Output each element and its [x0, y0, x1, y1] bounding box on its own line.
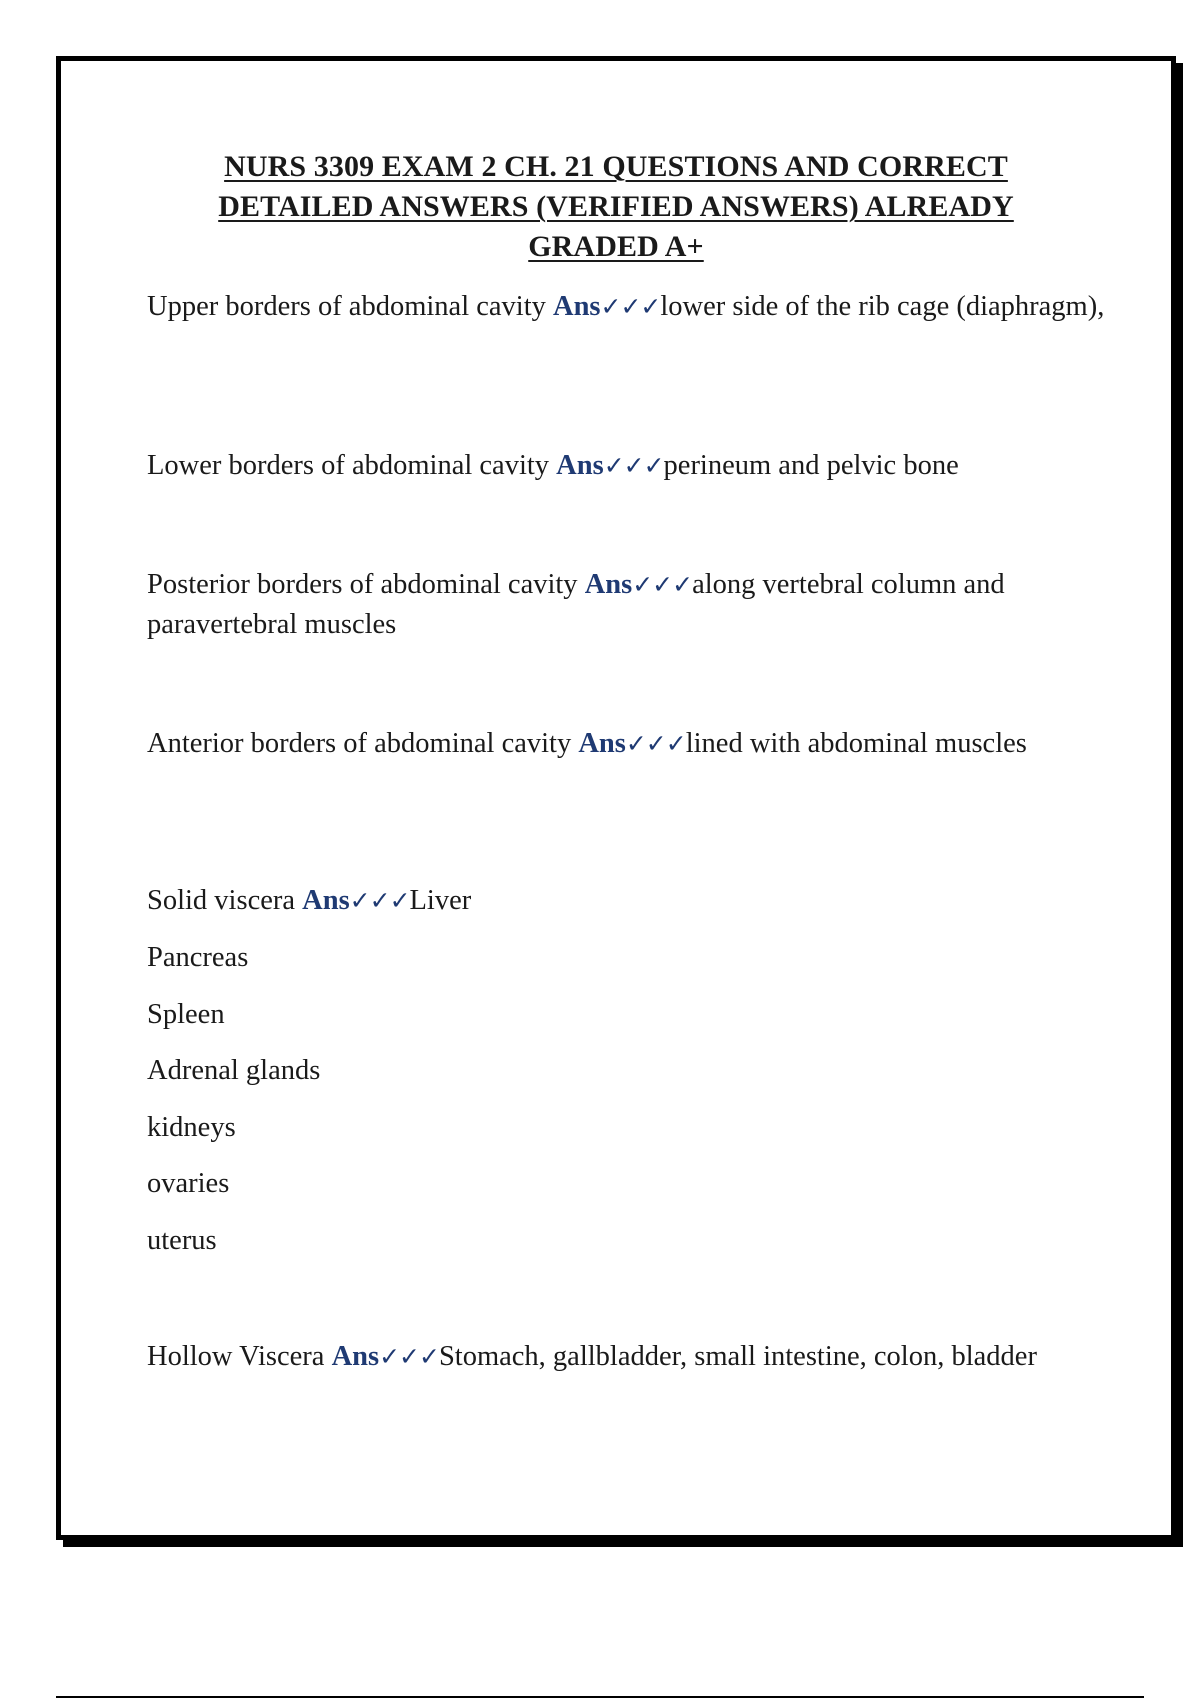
checkmark-icon: ✓✓✓	[625, 729, 686, 758]
qa-item-upper-borders	[147, 287, 1137, 327]
footer-divider	[56, 1696, 1144, 1698]
question-text: Hollow Viscera	[147, 1341, 332, 1372]
question-text: Anterior borders of abdominal cavity	[147, 728, 579, 759]
ans-label: Ans	[578, 728, 626, 759]
checkmark-icon: ✓✓✓	[600, 292, 661, 321]
list-item: uterus	[147, 1225, 217, 1256]
checkmark-icon: ✓✓✓	[379, 1342, 439, 1371]
ans-label: Ans	[331, 1341, 380, 1372]
ans-label: Ans	[553, 291, 601, 322]
checkmark-icon: ✓✓✓	[632, 570, 693, 599]
qa-item-hollow-viscera	[147, 1337, 1137, 1377]
qa-item-posterior-borders	[147, 565, 1137, 645]
checkmark-icon: ✓✓✓	[603, 451, 664, 480]
ans-label: Ans	[302, 885, 350, 916]
document-frame	[56, 56, 1176, 1540]
qa-item-solid-viscera	[147, 881, 1137, 921]
list-item: Spleen	[147, 999, 225, 1030]
title-line-3: GRADED A+	[528, 230, 704, 263]
answer-text: lined with abdominal muscles	[685, 728, 1027, 759]
qa-item-anterior-borders	[147, 724, 1137, 764]
qa-item-lower-borders	[147, 446, 1137, 486]
answer-text: lower side of the rib cage (diaphragm),	[660, 291, 1105, 322]
list-item: ovaries	[147, 1168, 230, 1199]
question-text: Solid viscera	[147, 885, 303, 916]
document-title	[151, 147, 1081, 267]
list-item: kidneys	[147, 1112, 236, 1143]
list-item: Adrenal glands	[147, 1055, 321, 1086]
checkmark-icon: ✓✓✓	[349, 886, 410, 915]
question-text: Upper borders of abdominal cavity	[147, 291, 553, 322]
title-line-1: NURS 3309 EXAM 2 CH. 21 QUESTIONS AND CORRECT	[224, 150, 1008, 183]
ans-label: Ans	[556, 450, 604, 481]
list-item: Pancreas	[147, 942, 249, 973]
question-text: Posterior borders of abdominal cavity	[147, 569, 585, 600]
answer-text: Liver	[409, 885, 472, 916]
answer-text: Stomach, gallbladder, small intestine, colon, bladder	[438, 1341, 1037, 1372]
answer-text: along vertebral column and paravertebral muscles	[147, 569, 1005, 640]
title-line-2: DETAILED ANSWERS (VERIFIED ANSWERS) ALREADY	[218, 190, 1014, 223]
ans-label: Ans	[584, 569, 633, 600]
question-text: Lower borders of abdominal cavity	[147, 450, 557, 481]
answer-text: perineum and pelvic bone	[663, 450, 959, 481]
